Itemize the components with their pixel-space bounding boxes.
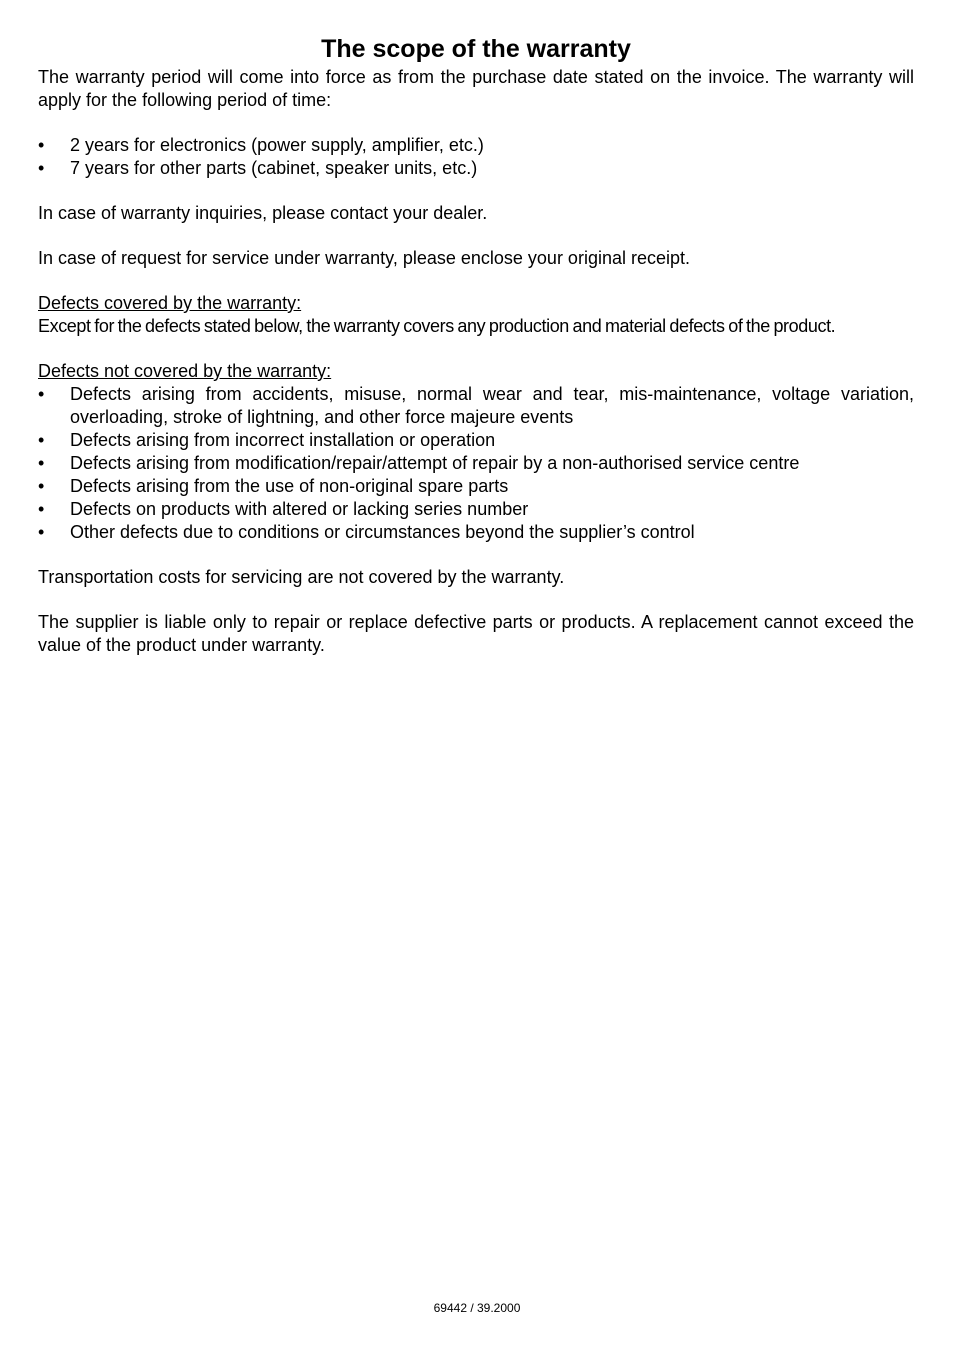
list-item: [38, 429, 914, 452]
inquiries-paragraph: In case of warranty inquiries, please contact your dealer.: [38, 203, 488, 223]
list-item: [38, 498, 914, 521]
page-footer: 69442 / 39.2000: [433, 1301, 521, 1315]
list-item: [38, 134, 914, 157]
bullet-icon: •: [38, 158, 45, 178]
document-page: [38, 34, 914, 657]
transportation-paragraph: Transportation costs for servicing are not covered by the warranty.: [38, 567, 565, 587]
bullet-icon: •: [38, 499, 45, 519]
list-item-text: Defects arising from the use of non-original spare parts: [70, 476, 509, 496]
bullet-icon: •: [38, 430, 45, 450]
warranty-periods-list: [38, 134, 914, 180]
page-title: The scope of the warranty: [321, 35, 631, 63]
list-item-text: 2 years for electronics (power supply, amplifier, etc.): [70, 135, 484, 155]
covered-text: Except for the defects stated below, the warranty covers any production and material defects of the product.: [38, 316, 836, 336]
not-covered-section: [38, 360, 914, 544]
liability-paragraph: The supplier is liable only to repair or replace defective parts or products. A replacement cannot exceed the value of the product under warranty.: [38, 612, 914, 655]
list-item-text: Other defects due to conditions or circumstances beyond the supplier’s control: [70, 522, 695, 542]
list-item-text: Defects arising from accidents, misuse, normal wear and tear, mis-maintenance, voltage variation, overloading, stroke of lightning, and other force majeure events: [70, 384, 914, 427]
covered-section: [38, 292, 914, 338]
list-item-text: Defects on products with altered or lacking series number: [70, 499, 529, 519]
not-covered-heading: Defects not covered by the warranty:: [38, 361, 332, 381]
list-item: [38, 452, 914, 475]
covered-heading: Defects covered by the warranty:: [38, 293, 302, 313]
list-item: [38, 521, 914, 544]
bullet-icon: •: [38, 522, 45, 542]
bullet-icon: •: [38, 453, 45, 473]
intro-paragraph: The warranty period will come into force as from the purchase date stated on the invoice. The warranty will apply for the following period of time:: [38, 67, 914, 110]
list-item-text: Defects arising from modification/repair/attempt of repair by a non-authorised service centre: [70, 453, 800, 473]
bullet-icon: •: [38, 476, 45, 496]
not-covered-list: [38, 383, 914, 544]
list-item: [38, 157, 914, 180]
list-item-text: 7 years for other parts (cabinet, speaker units, etc.): [70, 158, 478, 178]
service-request-paragraph: In case of request for service under warranty, please enclose your original receipt.: [38, 248, 690, 268]
bullet-icon: •: [38, 384, 45, 404]
bullet-icon: •: [38, 135, 45, 155]
list-item: [38, 383, 914, 429]
list-item: [38, 475, 914, 498]
list-item-text: Defects arising from incorrect installation or operation: [70, 430, 496, 450]
